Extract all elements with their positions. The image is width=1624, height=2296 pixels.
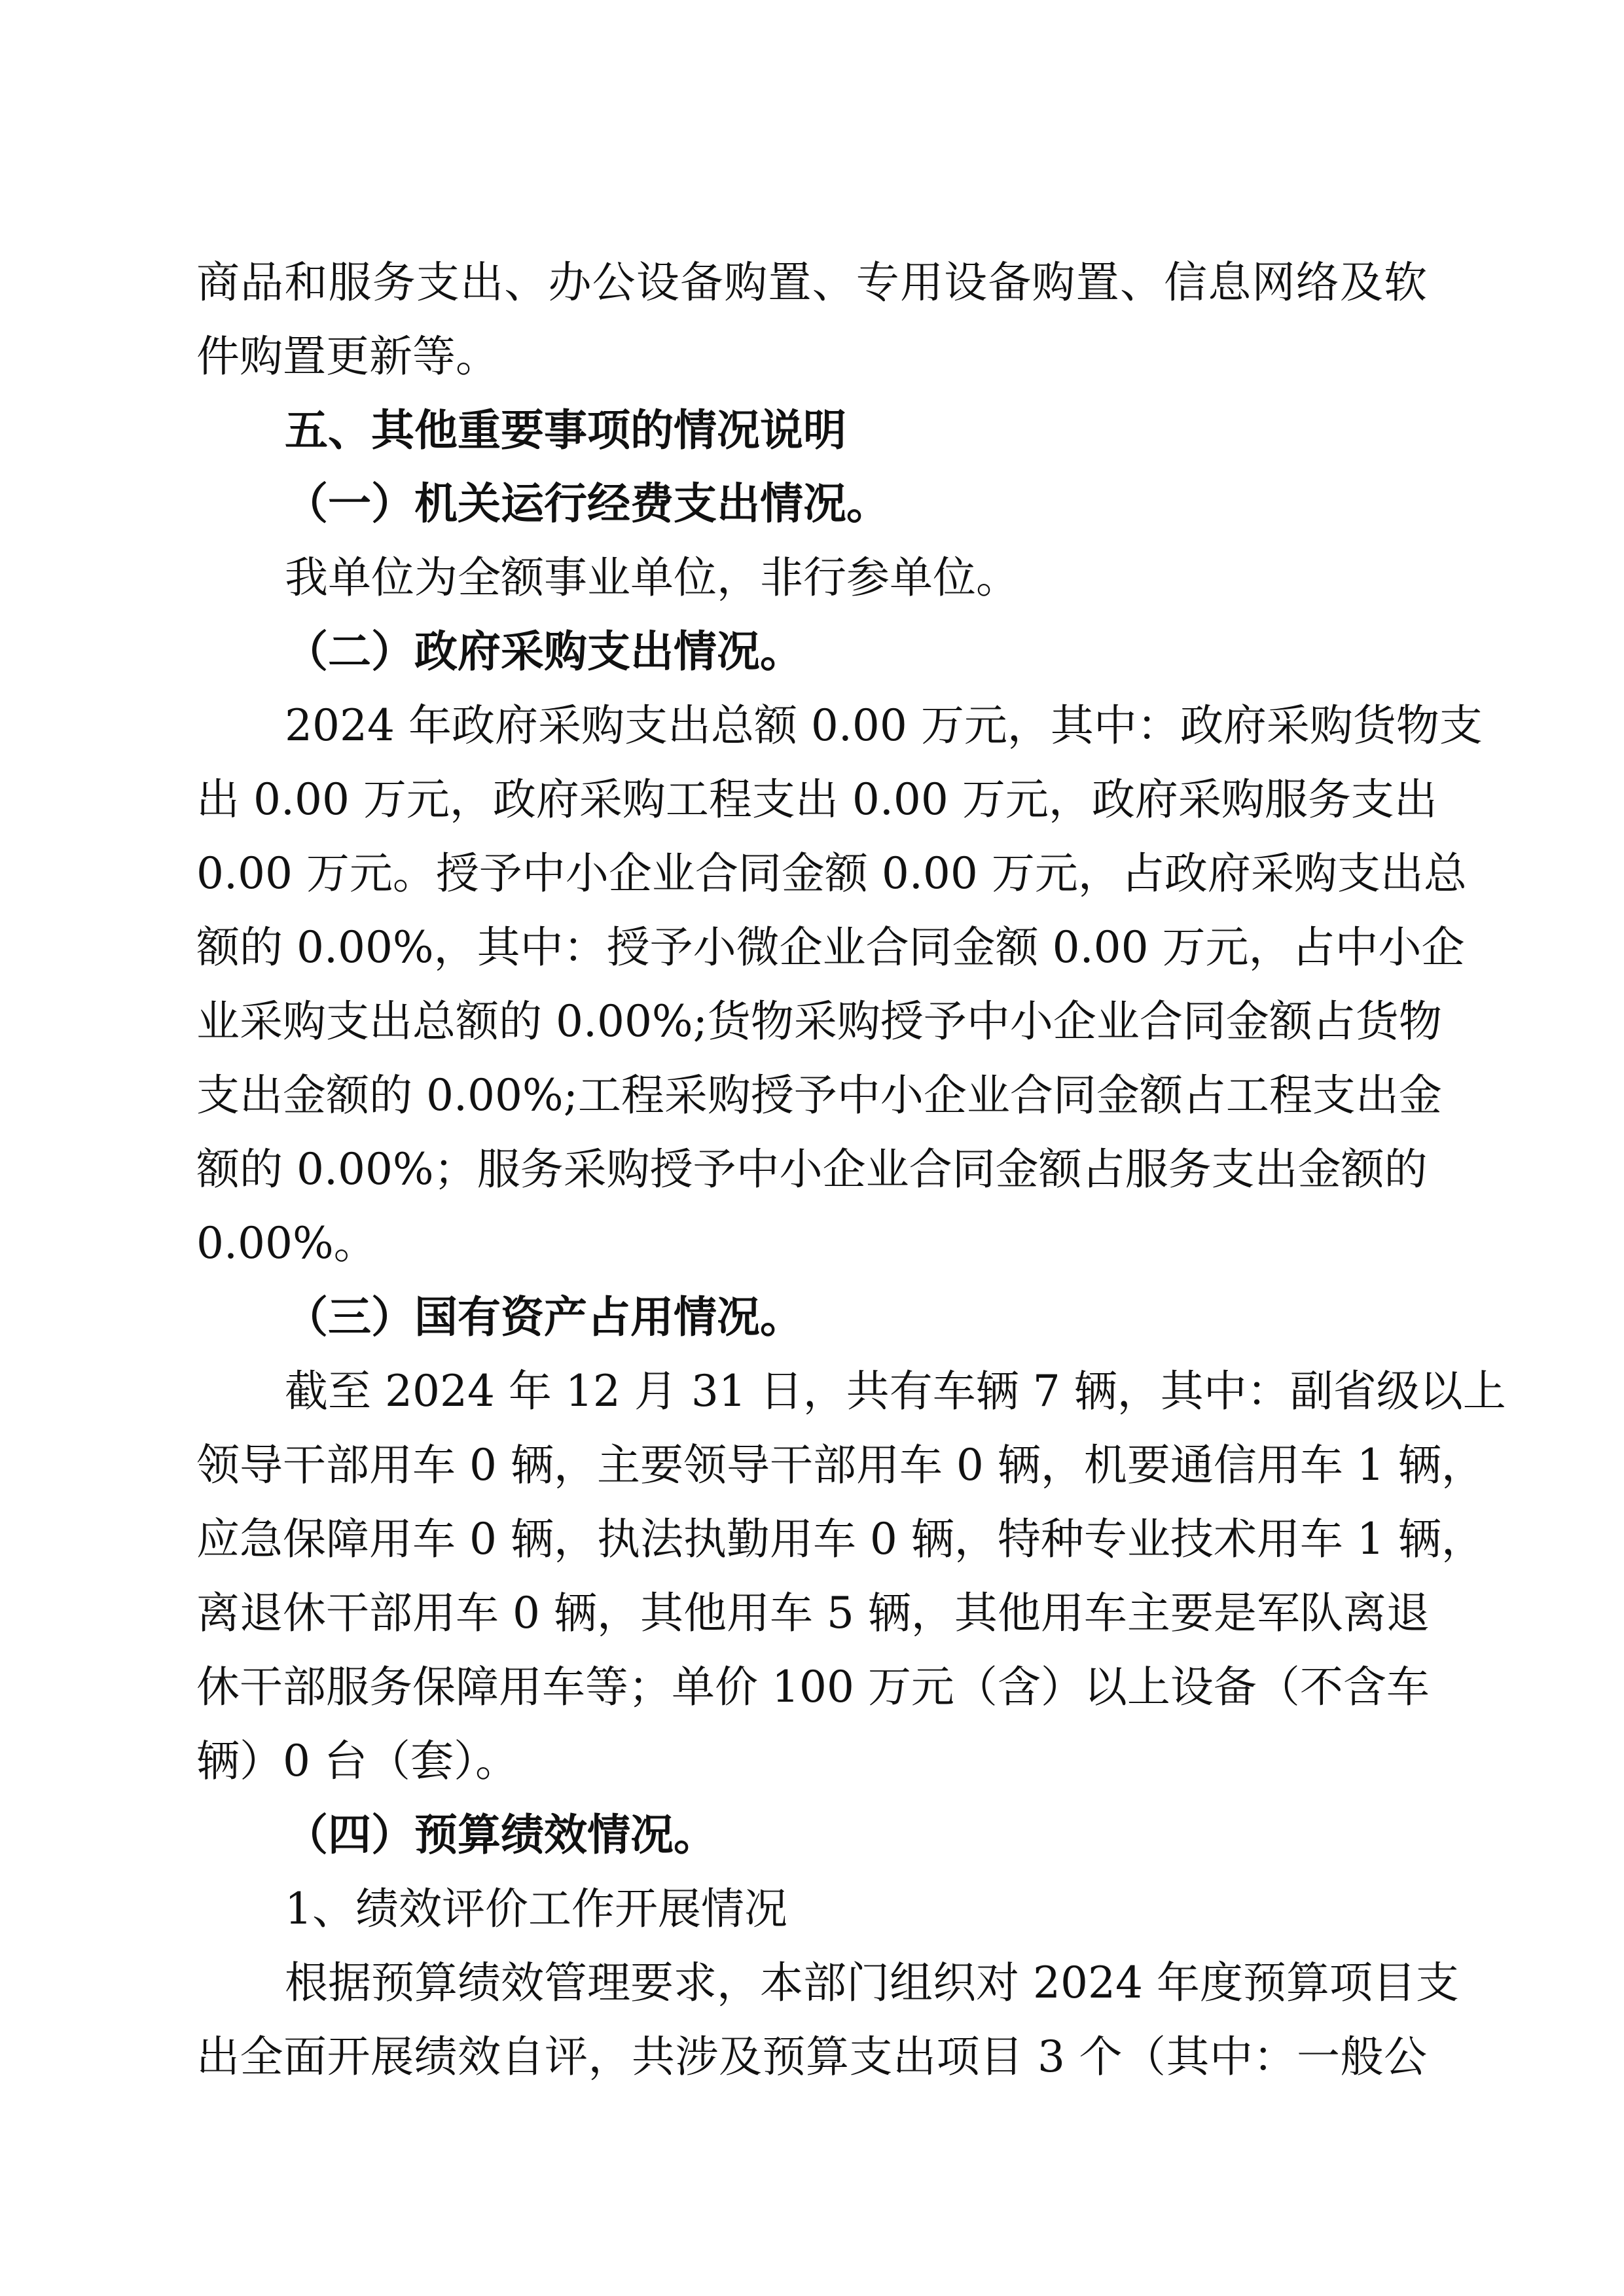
body-line: 根据预算绩效管理要求，本部门组织对 2024 年度预算项目支 [285, 1958, 1459, 2008]
body-line: 辆）0 台（套）。 [196, 1736, 518, 1786]
body-line: 1、绩效评价工作开展情况 [285, 1884, 787, 1934]
body-line: 件购置更新等。 [196, 331, 499, 382]
body-line: 截至 2024 年 12 月 31 日，共有车辆 7 辆，其中：副省级以上 [285, 1366, 1506, 1416]
body-line: 应急保障用车 0 辆，执法执勤用车 0 辆，特种专业技术用车 1 辆， [196, 1514, 1485, 1564]
subsection-heading: （三）国有资产占用情况。 [285, 1292, 803, 1342]
body-line: 领导干部用车 0 辆，主要领导干部用车 0 辆，机要通信用车 1 辆， [196, 1440, 1485, 1490]
body-line: 休干部服务保障用车等；单价 100 万元（含）以上设备（不含车 [196, 1662, 1430, 1712]
body-line: 我单位为全额事业单位，非行参单位。 [285, 552, 1019, 603]
body-line: 2024 年政府采购支出总额 0.00 万元，其中：政府采购货物支 [285, 700, 1483, 751]
body-line: 离退休干部用车 0 辆，其他用车 5 辆，其他用车主要是军队离退 [196, 1588, 1430, 1638]
body-line: 商品和服务支出、办公设备购置、专用设备购置、信息网络及软 [196, 257, 1427, 308]
subsection-heading: （二）政府采购支出情况。 [285, 626, 803, 677]
body-line: 0.00 万元。授予中小企业合同金额 0.00 万元，占政府采购支出总 [196, 848, 1467, 899]
body-line: 额的 0.00%，其中：授予小微企业合同金额 0.00 万元，占中小企 [196, 922, 1465, 973]
subsection-heading: （一）机关运行经费支出情况。 [285, 478, 890, 529]
body-line: 支出金额的 0.00%;工程采购授予中小企业合同金额占工程支出金 [196, 1070, 1442, 1121]
section-heading: 五、其他重要事项的情况说明 [285, 405, 846, 456]
body-line: 出 0.00 万元，政府采购工程支出 0.00 万元，政府采购服务支出 [196, 774, 1437, 825]
subsection-heading: （四）预算绩效情况。 [285, 1810, 717, 1860]
body-line: 业采购支出总额的 0.00%;货物采购授予中小企业合同金额占货物 [196, 996, 1442, 1047]
body-line: 出全面开展绩效自评，共涉及预算支出项目 3 个（其中：一般公 [196, 2032, 1427, 2082]
body-line: 额的 0.00%；服务采购授予中小企业合同金额占服务支出金额的 [196, 1144, 1428, 1194]
body-line: 0.00%。 [196, 1218, 377, 1268]
